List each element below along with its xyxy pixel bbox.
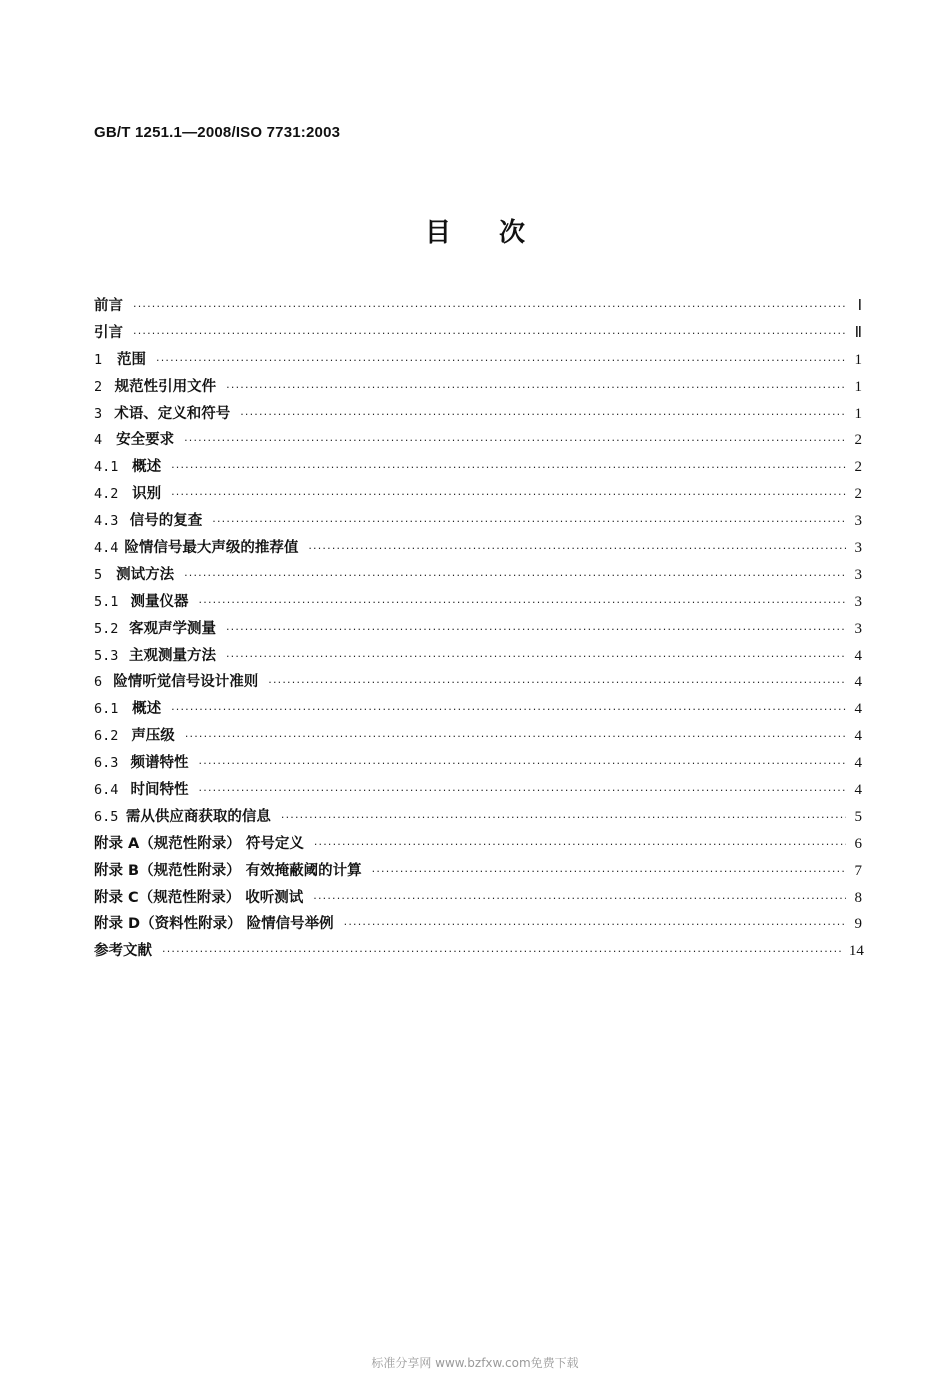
toc-entry[interactable] — [94, 294, 862, 321]
toc-entry-label: 范围 — [117, 351, 147, 368]
toc-entry[interactable] — [94, 751, 862, 778]
toc-entry-label: 险情信号最大声级的推荐值 — [124, 540, 299, 557]
toc-entry[interactable] — [94, 563, 862, 590]
toc-dot-leader — [226, 623, 846, 636]
toc-dot-leader — [314, 838, 846, 851]
toc-entry[interactable] — [94, 590, 862, 617]
toc-entry-page: 4 — [854, 755, 862, 772]
toc-dot-leader — [185, 730, 846, 743]
toc-dot-leader — [226, 650, 846, 663]
toc-entry-number: 6.3 — [94, 755, 119, 772]
toc-entry-number: 6 — [94, 674, 103, 691]
toc-entry[interactable] — [94, 482, 862, 509]
toc-entry[interactable] — [94, 859, 862, 886]
toc-entry-label: 参考文献 — [94, 943, 152, 960]
toc-entry-number: 5.2 — [94, 620, 119, 637]
toc-entry[interactable] — [94, 886, 862, 913]
toc-entry-number: 5.3 — [94, 647, 119, 664]
toc-dot-leader — [240, 408, 846, 421]
toc-entry-label: 测试方法 — [116, 566, 175, 583]
toc-entry[interactable] — [94, 912, 862, 939]
toc-entry[interactable] — [94, 644, 862, 671]
toc-entry-page: 4 — [854, 782, 862, 799]
toc-dot-leader — [184, 434, 846, 447]
toc-dot-leader — [199, 596, 846, 609]
toc-entry-label: 安全要求 — [116, 432, 175, 449]
toc-entry-page: 4 — [854, 674, 862, 691]
toc-entry-label: 需从供应商获取的信息 — [125, 808, 271, 825]
toc-entry-label: 前言 — [94, 298, 123, 314]
toc-entry-page: 1 — [854, 351, 862, 368]
toc-dot-leader — [133, 327, 846, 340]
toc-entry-page: 4 — [854, 701, 862, 718]
toc-entry-number: 6.2 — [94, 728, 119, 745]
toc-entry[interactable] — [94, 455, 862, 482]
toc-entry-label: 附录 C（规范性附录） 收听测试 — [94, 889, 304, 906]
toc-entry-number: 2 — [94, 378, 103, 395]
toc-entry-page: Ⅱ — [854, 324, 862, 341]
toc-dot-leader — [171, 488, 846, 501]
toc-entry[interactable] — [94, 509, 862, 536]
toc-entry-label: 频谱特性 — [130, 755, 189, 772]
toc-entry-number: 4 — [94, 432, 103, 449]
toc-entry-page: 3 — [854, 513, 862, 530]
toc-dot-leader — [156, 354, 846, 367]
toc-entry-page: 2 — [854, 486, 862, 503]
toc-entry[interactable] — [94, 402, 862, 429]
toc-entry-label: 规范性引用文件 — [114, 378, 217, 395]
toc-dot-leader — [199, 784, 846, 797]
toc-entry[interactable] — [94, 670, 862, 697]
footer-watermark: 标准分享网 www.bzfxw.com免费下载 — [371, 1356, 579, 1370]
toc-entry[interactable] — [94, 617, 862, 644]
toc-dot-leader — [226, 381, 846, 394]
toc-entry-label: 时间特性 — [130, 782, 189, 799]
toc-dot-leader — [344, 918, 846, 931]
document-code: GB/T 1251.1—2008/ISO 7731:2003 — [94, 124, 341, 141]
toc-entry-page: 1 — [854, 405, 862, 422]
toc-entry-number: 4.1 — [94, 459, 119, 476]
toc-entry-number: 5.1 — [94, 593, 119, 610]
toc-dot-leader — [372, 865, 846, 878]
toc-entry-page: Ⅰ — [857, 298, 862, 314]
toc-entry-number: 5 — [94, 566, 103, 583]
toc-dot-leader — [162, 945, 843, 958]
toc-entry-label: 客观声学测量 — [128, 620, 216, 637]
toc-entry-number: 4.3 — [94, 513, 119, 530]
toc-entry[interactable] — [94, 428, 862, 455]
toc-entry[interactable] — [94, 805, 862, 832]
toc-entry-label: 险情听觉信号设计准则 — [113, 674, 259, 691]
toc-entry-page: 4 — [854, 647, 862, 664]
table-of-contents — [94, 294, 862, 966]
toc-entry-page: 2 — [854, 432, 862, 449]
toc-entry-page: 5 — [854, 808, 862, 825]
toc-entry-page: 9 — [854, 916, 862, 933]
toc-entry-label: 识别 — [132, 486, 162, 503]
toc-entry-page: 14 — [848, 943, 864, 960]
toc-entry[interactable] — [94, 375, 862, 402]
toc-dot-leader — [281, 811, 846, 824]
toc-entry-number: 3 — [94, 405, 103, 422]
toc-entry-page: 8 — [854, 889, 862, 906]
toc-dot-leader — [171, 703, 846, 716]
toc-entry-number: 6.4 — [94, 782, 119, 799]
toc-entry-label: 附录 A（规范性附录） 符号定义 — [94, 835, 304, 852]
page-title: 目次 — [424, 218, 573, 248]
toc-entry-number: 6.5 — [94, 808, 119, 825]
toc-entry-label: 概述 — [132, 701, 162, 718]
toc-entry-page: 1 — [854, 378, 862, 395]
toc-entry-label: 测量仪器 — [130, 593, 189, 610]
toc-dot-leader — [268, 676, 846, 689]
toc-entry-number: 1 — [94, 351, 103, 368]
toc-dot-leader — [313, 892, 846, 905]
toc-dot-leader — [308, 542, 846, 555]
toc-entry-page: 3 — [854, 620, 862, 637]
toc-dot-leader — [184, 569, 846, 582]
toc-dot-leader — [212, 515, 846, 528]
toc-dot-leader — [199, 757, 846, 770]
toc-entry-page: 3 — [854, 593, 862, 610]
toc-entry[interactable] — [94, 321, 862, 348]
toc-entry-label: 信号的复查 — [129, 513, 203, 530]
toc-entry-label: 引言 — [94, 324, 123, 341]
toc-entry-number: 6.1 — [94, 701, 119, 718]
toc-entry[interactable] — [94, 724, 862, 751]
toc-entry-label: 声压级 — [131, 728, 175, 745]
toc-entry[interactable] — [94, 939, 862, 966]
toc-entry-label: 附录 D（资料性附录） 险情信号举例 — [94, 916, 334, 933]
toc-entry[interactable] — [94, 697, 862, 724]
toc-entry-page: 3 — [854, 540, 862, 557]
toc-entry-label: 附录 B（规范性附录） 有效掩蔽阈的计算 — [94, 862, 362, 879]
toc-entry-page: 6 — [854, 835, 862, 852]
toc-dot-leader — [171, 461, 846, 474]
toc-entry-label: 术语、定义和符号 — [114, 405, 231, 422]
toc-entry-page: 7 — [854, 862, 862, 879]
toc-entry[interactable] — [94, 536, 862, 563]
toc-entry[interactable] — [94, 832, 862, 859]
toc-entry-number: 4.2 — [94, 486, 119, 503]
toc-entry-number: 4.4 — [94, 540, 119, 557]
toc-entry-label: 主观测量方法 — [128, 647, 216, 664]
toc-entry-label: 概述 — [132, 459, 162, 476]
toc-entry[interactable] — [94, 778, 862, 805]
toc-entry-page: 3 — [854, 566, 862, 583]
toc-entry-page: 2 — [854, 459, 862, 476]
toc-entry[interactable] — [94, 348, 862, 375]
toc-entry-page: 4 — [854, 728, 862, 745]
toc-dot-leader — [133, 300, 846, 313]
